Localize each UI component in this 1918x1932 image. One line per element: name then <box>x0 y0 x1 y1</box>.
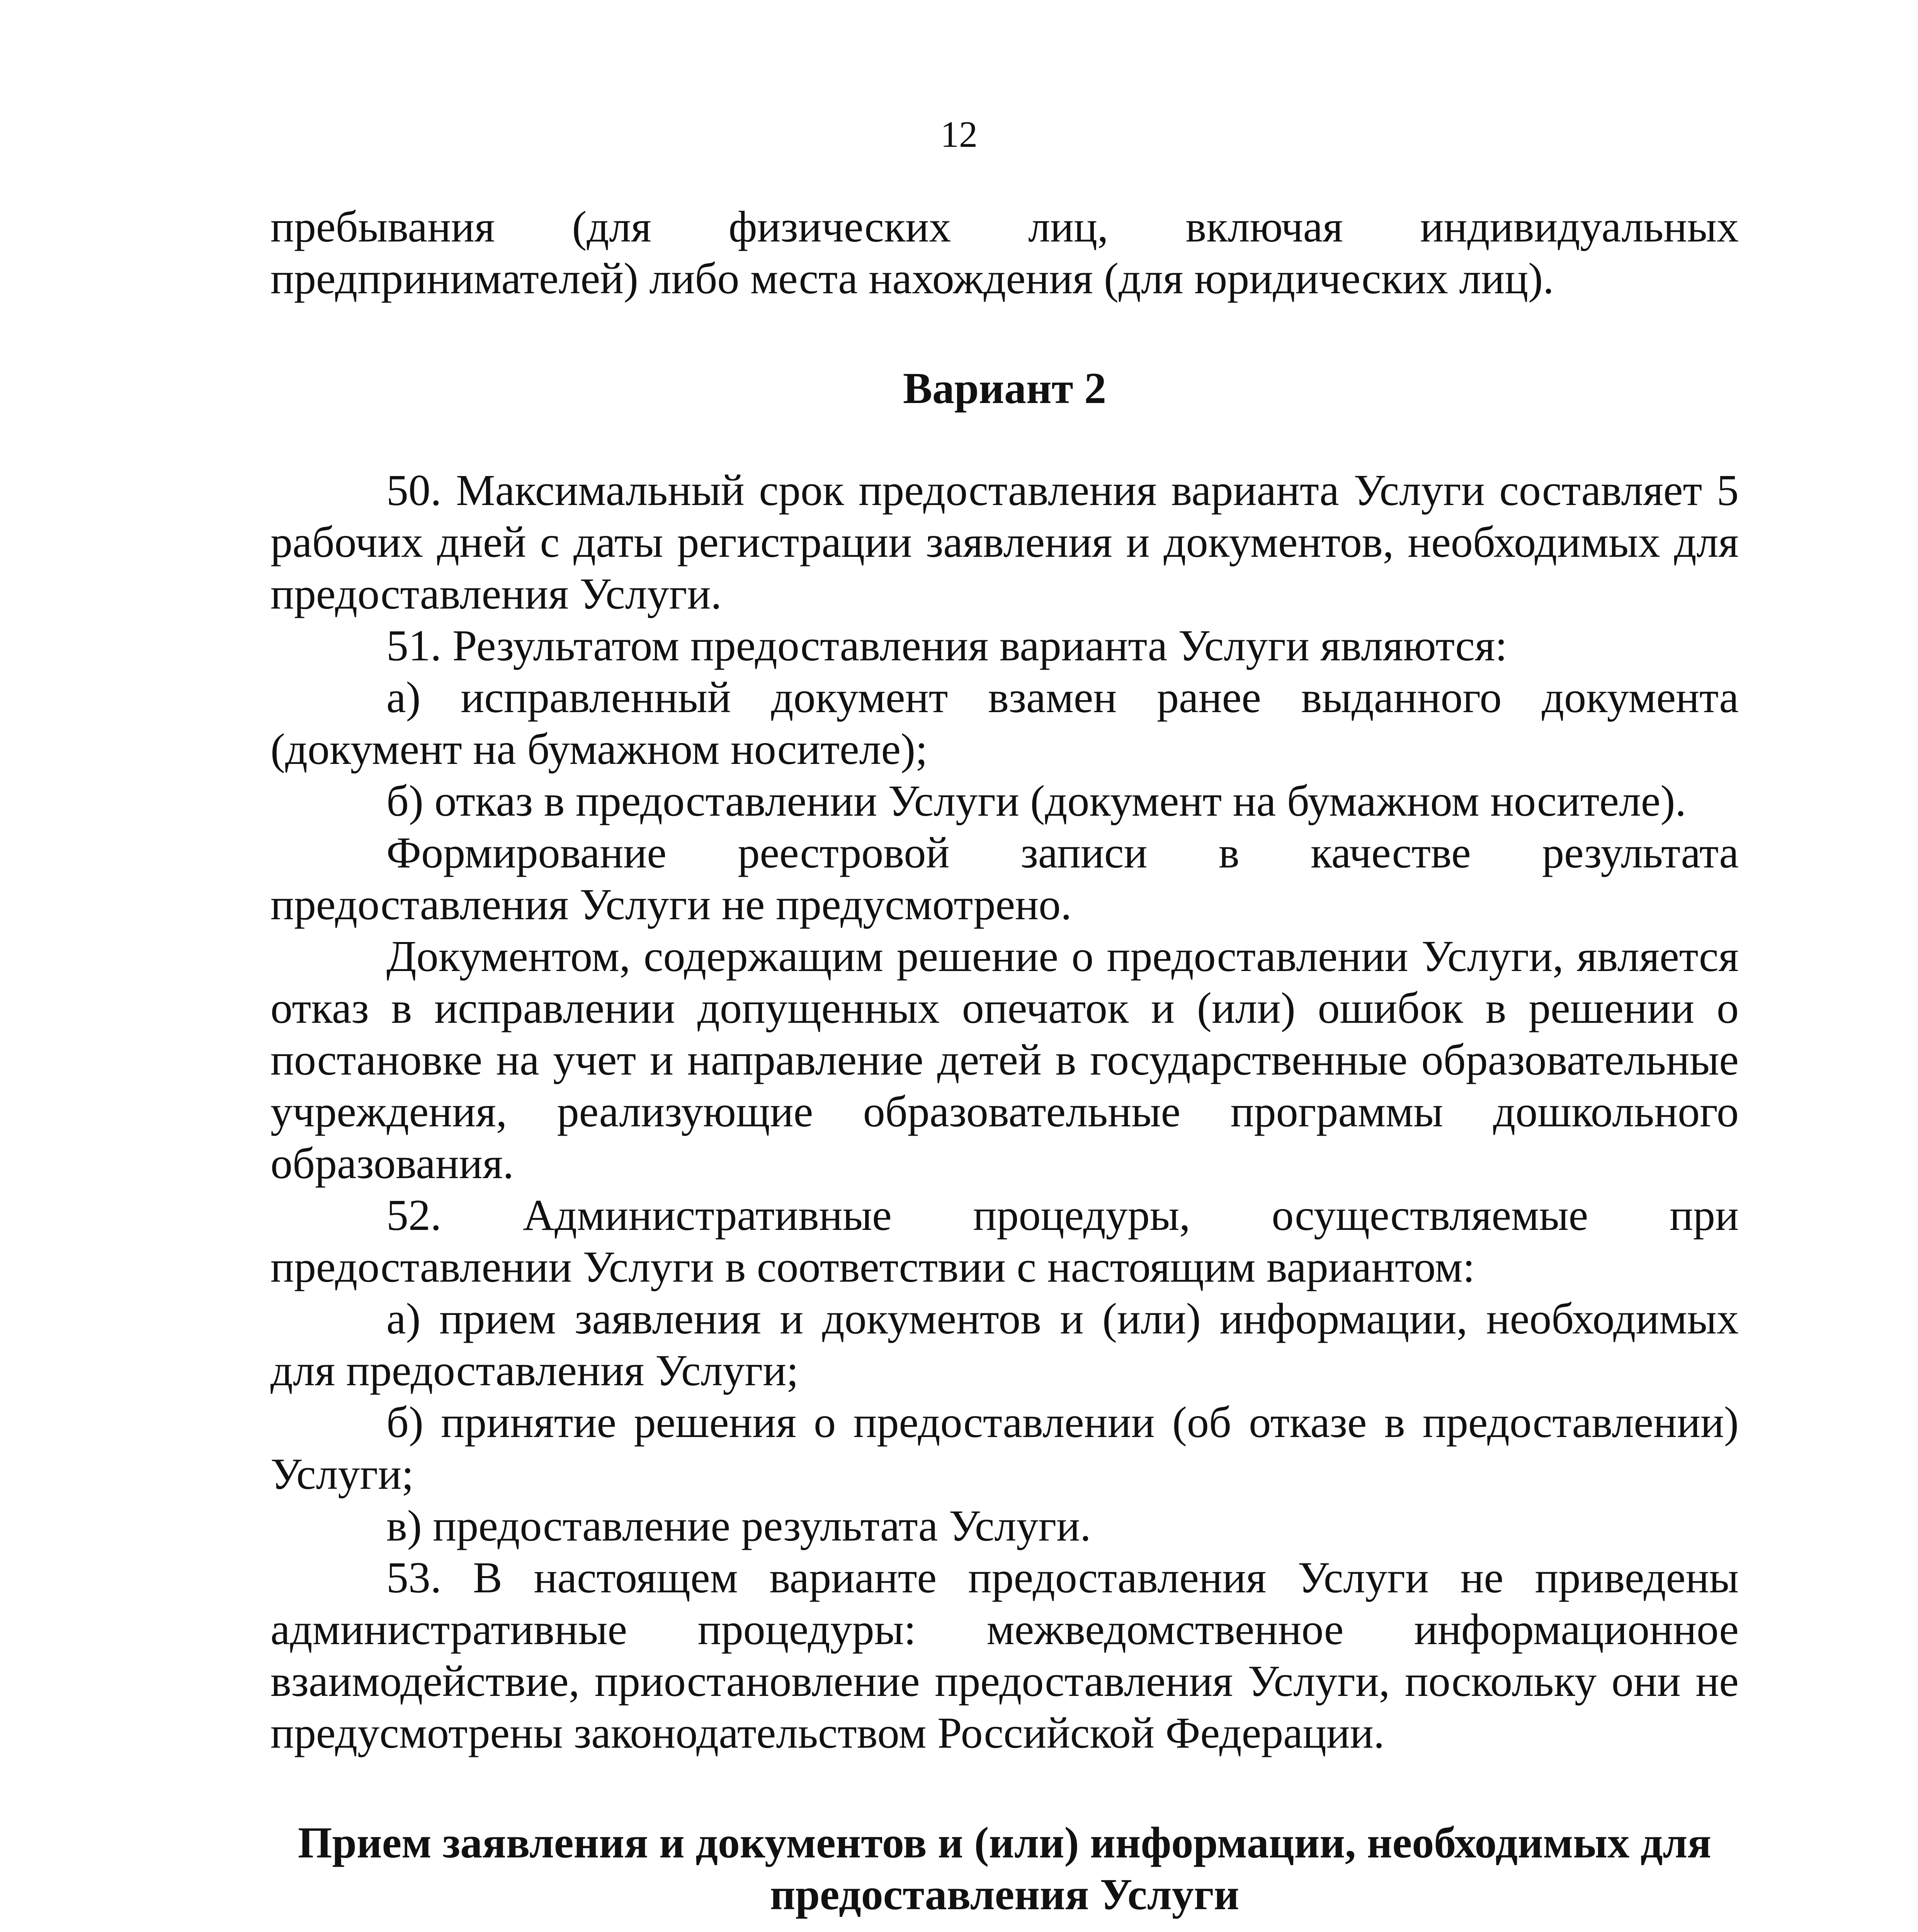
paragraph-52-c: в) предоставление результата Услуги. <box>386 1501 1091 1550</box>
paragraph-53: 53. В настоящем варианте предоставления Услуги не приведены административные процедуры: межведомственное информационное взаимодействие, приостановление предоставления Услуги, поскольку они не предусмотрены законодательством Российской Федерации. <box>270 1553 1739 1757</box>
paragraph-52-b: б) принятие решения о предоставлении (об отказе в предоставлении) Услуги; <box>270 1398 1739 1498</box>
variant-heading: Вариант 2 <box>903 364 1107 413</box>
paragraph-50: 50. Максимальный срок предоставления варианта Услуги составляет 5 рабочих дней с даты регистрации заявления и документов, необходимых для предоставления Услуги. <box>270 466 1739 618</box>
paragraph-decision-document: Документом, содержащим решение о предоставлении Услуги, является отказ в исправлении допущенных опечаток и (или) ошибок в решении о постановке на учет и направление детей в государственные образовательные учреждения, реализующие образовательные программы дошкольного образования. <box>270 932 1739 1188</box>
page-number: 12 <box>940 114 978 155</box>
paragraph-51: 51. Результатом предоставления варианта Услуги являются: <box>386 621 1508 670</box>
section-heading: Прием заявления и документов и (или) информации, необходимых для предоставления Услуги <box>298 1818 1712 1919</box>
paragraph-52: 52. Административные процедуры, осуществляемые при предоставлении Услуги в соответствии с настоящим вариантом: <box>270 1190 1739 1291</box>
paragraph-51-a: а) исправленный документ взамен ранее выданного документа (документ на бумажном носителе); <box>270 673 1739 774</box>
paragraph-registry-record: Формирование реестровой записи в качестве результата предоставления Услуги не предусмотрено. <box>270 828 1739 929</box>
paragraph-52-a: а) прием заявления и документов и (или) информации, необходимых для предоставления Услуги; <box>270 1294 1739 1395</box>
continuation-paragraph: пребывания (для физических лиц, включая индивидуальных предпринимателей) либо места нахождения (для юридических лиц). <box>270 202 1739 303</box>
document-body <box>270 201 1739 1932</box>
paragraph-51-b: б) отказ в предоставлении Услуги (документ на бумажном носителе). <box>386 776 1686 825</box>
